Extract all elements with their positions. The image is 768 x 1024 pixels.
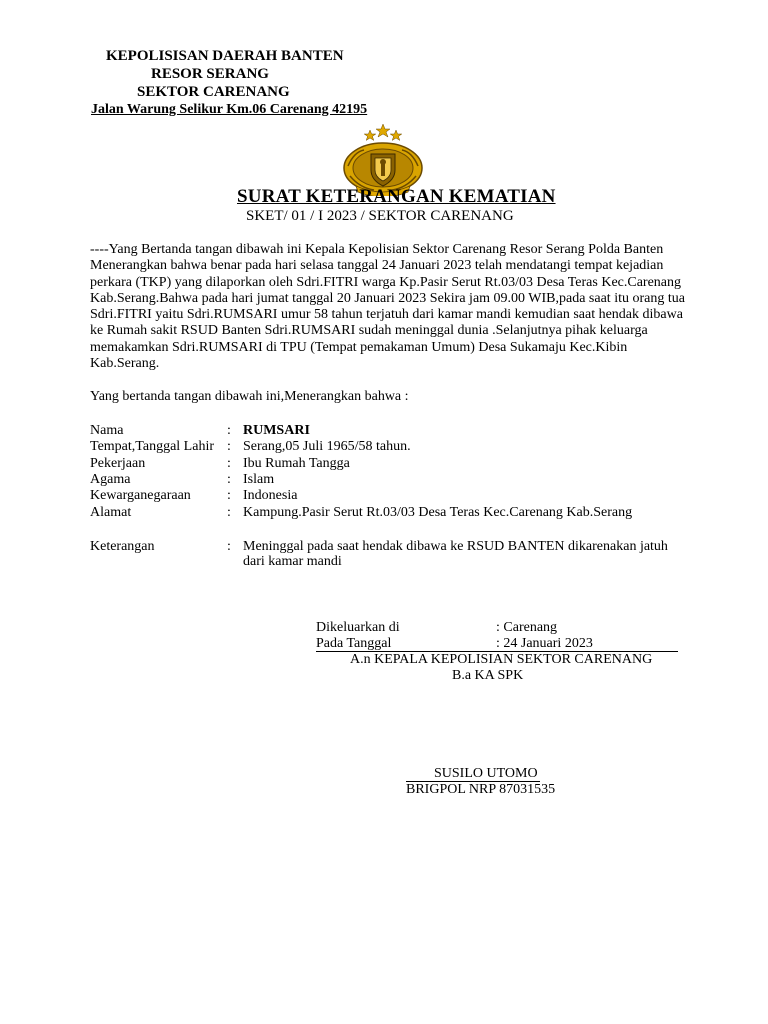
field-separator: : [227,423,231,438]
letterhead-line-2: RESOR SERANG [151,66,269,82]
document-title: SURAT KETERANGAN KEMATIAN [237,186,556,207]
field-value: Serang,05 Juli 1965/58 tahun. [243,439,411,454]
field-value: RUMSARI [243,423,310,438]
signatory-name: SUSILO UTOMO [434,766,538,781]
intro-line: perkara (TKP) yang dilaporkan oleh Sdri.FITRI warga Kp.Pasir Serut Rt.03/03 Desa Teras Kec.Carenang [90,274,682,290]
intro-line: ke Rumah sakit RSUD Banten Sdri.RUMSARI sudah meninggal dunia .Selanjutnya pihak keluarga [90,323,648,339]
field-label: Nama [90,423,124,438]
intro-paragraph [90,242,690,372]
field-label: Alamat [90,505,132,520]
field-label: Kewarganegaraan [90,488,191,503]
keterangan-line-2: dari kamar mandi [243,554,342,569]
letterhead-line-3: SEKTOR CARENANG [137,84,290,100]
intro-line: Menerangkan bahwa benar pada hari selasa tanggal 24 Januari 2023 telah mendatangi tempat kejadian [90,258,664,274]
declaration-text: Yang bertanda tangan dibawah ini,Menerangkan bahwa : [90,389,409,404]
field-value: Ibu Rumah Tangga [243,456,350,471]
issued-place-label: Dikeluarkan di [316,620,400,635]
intro-line: Kab.Serang.Bahwa pada hari jumat tanggal 20 Januari 2023 Sekira jam 09.00 WIB,pada saat itu orang tua [90,290,685,306]
issued-date-label: Pada Tanggal [316,636,392,651]
field-separator: : [227,472,231,487]
field-label: Keterangan [90,539,155,554]
intro-line: Kab.Serang. [90,356,160,372]
document-number: SKET/ 01 / I 2023 / SEKTOR CARENANG [246,208,514,224]
signatory-on-behalf: A.n KEPALA KEPOLISIAN SEKTOR CARENANG [350,652,653,667]
field-separator: : [227,439,231,454]
police-emblem-icon [340,122,426,196]
signatory-role: B.a KA SPK [452,668,524,683]
field-separator: : [227,488,231,503]
field-label: Tempat,Tanggal Lahir [90,439,214,454]
field-value: Indonesia [243,488,298,503]
field-value: Kampung.Pasir Serut Rt.03/03 Desa Teras Kec.Carenang Kab.Serang [243,505,633,520]
intro-line: Sdri.FITRI yaitu Sdri.RUMSARI umur 58 tahun terjatuh dari kamar mandi kemudian saat hendak dibawa [90,307,683,323]
field-separator: : [227,505,231,520]
field-separator: : [227,456,231,471]
field-label: Pekerjaan [90,456,146,471]
intro-line: memakamkan Sdri.RUMSARI di TPU (Tempat pemakaman Umum) Desa Sukamaju Kec.Kibin [90,339,628,355]
field-separator: : [227,539,231,554]
intro-line: ----Yang Bertanda tangan dibawah ini Kepala Kepolisian Sektor Carenang Resor Serang Polda Banten [90,242,664,257]
field-value: Islam [243,472,275,487]
keterangan-line-1: Meninggal pada saat hendak dibawa ke RSUD BANTEN dikarenakan jatuh [243,539,668,554]
field-label: Agama [90,472,131,487]
issued-date-value: : 24 Januari 2023 [496,636,593,651]
letterhead-line-1: KEPOLISISAN DAERAH BANTEN [106,48,344,64]
letterhead-address: Jalan Warung Selikur Km.06 Carenang 42195 [91,102,368,117]
signatory-rank-nrp: BRIGPOL NRP 87031535 [406,782,556,797]
issued-place-value: : Carenang [496,620,558,635]
